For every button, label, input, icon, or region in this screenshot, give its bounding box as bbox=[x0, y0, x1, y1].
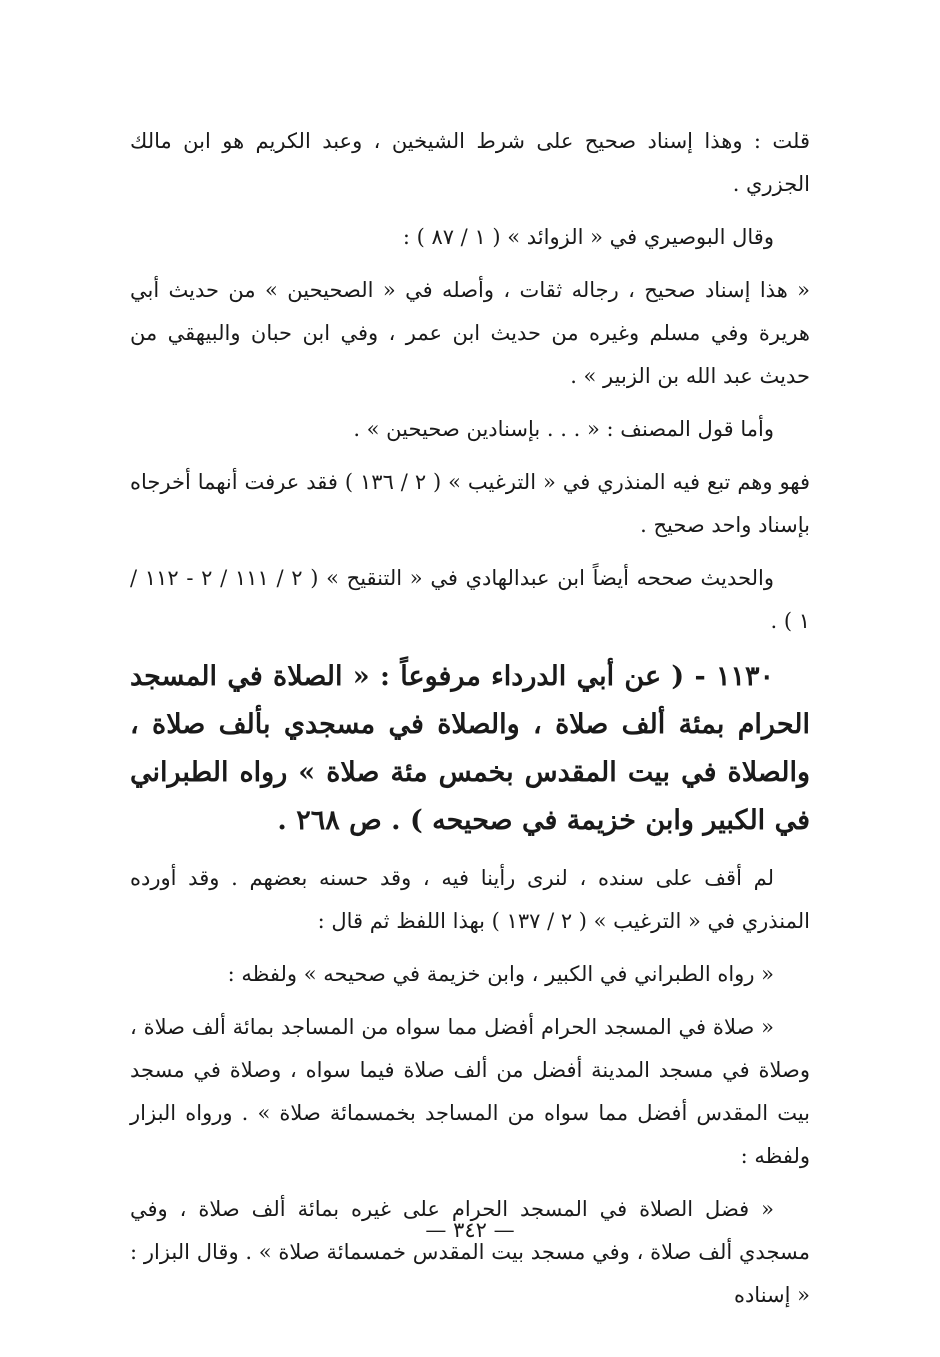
paragraph-commentary-tabarani: « رواه الطبراني في الكبير ، وابن خزيمة في صحيحه » ولفظه : bbox=[227, 962, 774, 986]
paragraph-commentary-bazzar: « فضل الصلاة في المسجد الحرام على غيره بمائة ألف صلاة ، وفي مسجدي ألف صلاة ، وفي مسجد بيت المقدس خمسمائة صلاة » . وقال البزار : « إسناده bbox=[130, 1197, 810, 1307]
paragraph-sanad-sahih: قلت : وهذا إسناد صحيح على شرط الشيخين ، وعبد الكريم هو ابن مالك الجزري . bbox=[130, 129, 810, 196]
paragraph-commentary-lafzh: « صلاة في المسجد الحرام أفضل مما سواه من المساجد بمائة ألف صلاة ، وصلاة في مسجد المدينة أفضل من ألف صلاة فيما سواه ، وصلاة في مسجد بيت المقدس أفضل مما سواه من المساجد بخمسمائة صلاة » . ورواه البزار ولفظه : bbox=[130, 1015, 810, 1168]
paragraph-tanqih: والحديث صححه أيضاً ابن عبدالهادي في « التنقيح » ( ٢ / ١١١ / ٢ - ١١٢ / ١ ) . bbox=[130, 566, 810, 633]
paragraph-commentary-sanad: لم أقف على سنده ، لنرى رأينا فيه ، وقد حسنه بعضهم . وقد أورده المنذري في « الترغيب » ( ٢ / ١٣٧ ) بهذا اللفظ ثم قال : bbox=[130, 866, 810, 933]
paragraph-busiri-quote: « هذا إسناد صحيح ، رجاله ثقات ، وأصله في « الصحيحين » من حديث أبي هريرة وفي مسلم وغيره من حديث ابن عمر ، وفي ابن حبان والبيهقي من حديث عبد الله بن الزبير » . bbox=[130, 278, 810, 388]
page-number: — ٣٤٢ — bbox=[425, 1218, 515, 1242]
hadith-1130: ١١٣٠ - ( عن أبي الدرداء مرفوعاً : « الصلاة في المسجد الحرام بمئة ألف صلاة ، والصلاة في مسجدي بألف صلاة ، والصلاة في بيت المقدس بخمس مئة صلاة » رواه الطبراني في الكبير وابن خزيمة في صحيحه ) . ص ٢٦٨ . bbox=[130, 661, 810, 836]
paragraph-musannif-qawl: وأما قول المصنف : « . . . بإسنادين صحيحين » . bbox=[353, 417, 774, 441]
page-body bbox=[130, 120, 810, 1327]
paragraph-busiri-intro: وقال البوصيري في « الزوائد » ( ١ / ٨٧ ) : bbox=[402, 225, 774, 249]
paragraph-wahm: فهو وهم تبع فيه المنذري في « الترغيب » ( ٢ / ١٣٦ ) فقد عرفت أنهما أخرجاه بإسناد واحد صحيح . bbox=[130, 470, 811, 537]
